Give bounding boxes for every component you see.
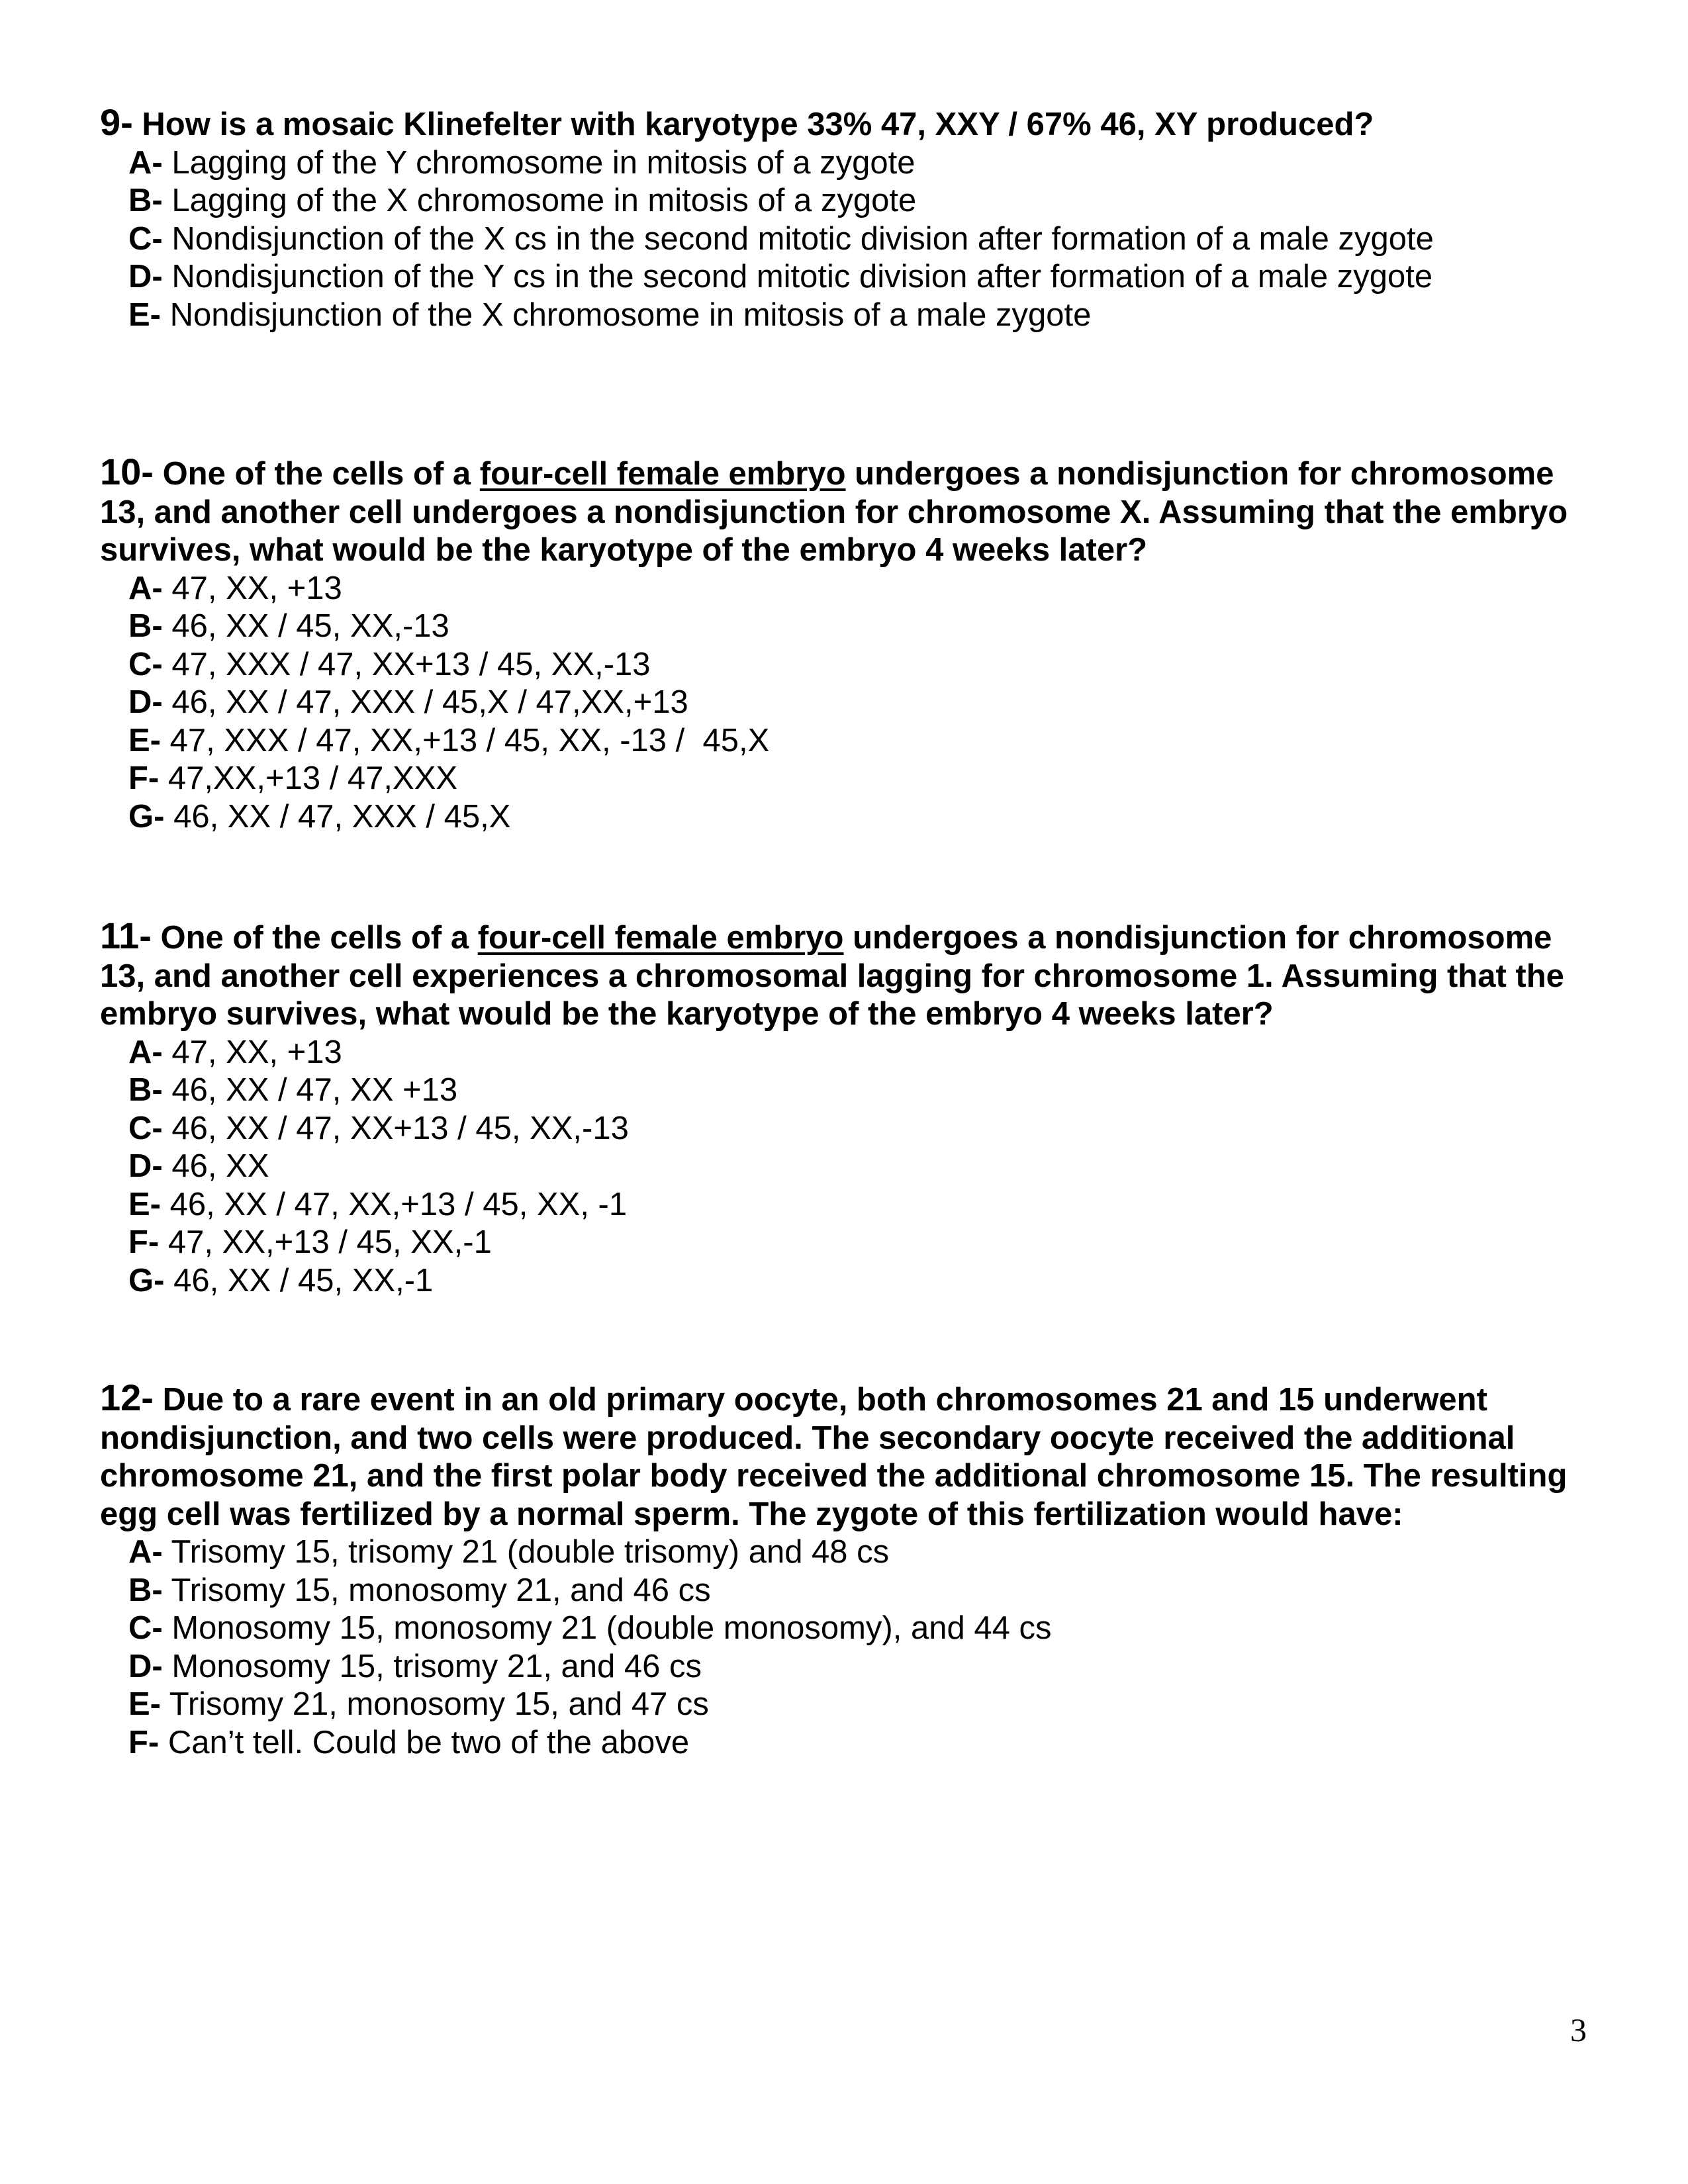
question-10 <box>100 453 1596 836</box>
text: 46, XX / 45, XX,-1 <box>173 1262 434 1298</box>
option-a <box>128 570 1596 608</box>
text: One of the cells of a <box>160 920 478 956</box>
option-letter: A- <box>128 144 163 181</box>
text: Lagging of the Y chromosome in mitosis of a zygote <box>171 144 915 181</box>
option-f <box>128 1224 1596 1262</box>
text: Can’t tell. Could be two of the above <box>167 1724 690 1760</box>
question-number: 10- <box>100 451 154 492</box>
text: Nondisjunction of the X cs in the second mitotic division after formation of a male zygote <box>171 220 1434 257</box>
option-e <box>128 1686 1596 1724</box>
option-letter: E- <box>128 1686 161 1722</box>
option-c <box>128 220 1596 259</box>
text: Monosomy 15, trisomy 21, and 46 cs <box>171 1648 702 1684</box>
option-letter: C- <box>128 1110 163 1146</box>
option-c <box>128 646 1596 684</box>
option-d <box>128 1648 1596 1686</box>
option-f <box>128 1724 1596 1762</box>
question-number: 11- <box>100 915 152 956</box>
option-e <box>128 296 1596 335</box>
option-letter: E- <box>128 296 161 333</box>
option-letter: F- <box>128 760 160 796</box>
text: One of the cells of a <box>162 456 480 492</box>
text: How is a mosaic Klinefelter with karyotype 33% 47, XXY / 67% 46, XY produced? <box>142 107 1374 142</box>
page-number: 3 <box>1570 2011 1587 2048</box>
option-letter: B- <box>128 1072 163 1108</box>
option-f <box>128 760 1596 798</box>
question-number: 9- <box>100 101 133 143</box>
question-text <box>100 103 1596 144</box>
option-letter: C- <box>128 220 163 257</box>
text: 47, XXX / 47, XX+13 / 45, XX,-13 <box>171 646 651 682</box>
text: 47,XX,+13 / 47,XXX <box>167 760 458 796</box>
option-letter: G- <box>128 798 165 835</box>
option-letter: B- <box>128 183 163 218</box>
option-d <box>128 684 1596 722</box>
text: 46, XX <box>171 1148 269 1184</box>
option-e <box>128 1186 1596 1224</box>
text: 47, XX,+13 / 45, XX,-1 <box>167 1224 492 1260</box>
option-c <box>128 1110 1596 1148</box>
text: Trisomy 15, trisomy 21 (double trisomy) and 48 cs <box>171 1534 890 1570</box>
option-letter: A- <box>128 1034 163 1070</box>
option-b <box>128 1572 1596 1610</box>
underlined-phrase: four-cell female embryo <box>479 456 846 492</box>
option-letter: G- <box>128 1262 165 1298</box>
text: Monosomy 15, monosomy 21 (double monosomy), and 44 cs <box>171 1610 1052 1646</box>
text: Trisomy 15, monosomy 21, and 46 cs <box>171 1572 711 1608</box>
question-text <box>100 453 1596 570</box>
underlined-phrase: four-cell female embryo <box>477 920 844 956</box>
text: 46, XX / 47, XXX / 45,X <box>173 798 511 835</box>
option-letter: D- <box>128 684 163 720</box>
option-b <box>128 182 1596 220</box>
option-letter: B- <box>128 608 163 644</box>
text: 47, XX, +13 <box>171 570 342 606</box>
option-letter: E- <box>128 1186 161 1222</box>
option-letter: A- <box>128 570 163 606</box>
option-letter: C- <box>128 1610 163 1646</box>
text: 47, XX, +13 <box>171 1034 342 1070</box>
text: 46, XX / 47, XX+13 / 45, XX,-13 <box>171 1110 629 1146</box>
text: Trisomy 21, monosomy 15, and 47 cs <box>169 1686 709 1722</box>
option-g <box>128 1262 1596 1300</box>
option-letter: A- <box>128 1534 163 1570</box>
option-letter: D- <box>128 1648 163 1684</box>
question-text <box>100 917 1596 1034</box>
option-letter: D- <box>128 259 163 295</box>
text: undergoes a nondisjunction for chromosome 13, and another cell undergoes a nondisjunction for chromosome X. Assuming that the embryo survives, what would be the karyotype of the embryo 4 weeks later? <box>100 456 1568 568</box>
option-letter: F- <box>128 1724 160 1760</box>
text: Lagging of the X chromosome in mitosis of a zygote <box>171 183 917 218</box>
option-letter: C- <box>128 646 163 682</box>
text: Nondisjunction of the Y cs in the second mitotic division after formation of a male zygote <box>171 259 1433 295</box>
question-9 <box>100 103 1596 334</box>
question-12 <box>100 1379 1596 1762</box>
text: 46, XX / 47, XXX / 45,X / 47,XX,+13 <box>171 684 688 720</box>
option-a <box>128 1034 1596 1072</box>
option-e <box>128 722 1596 760</box>
text: undergoes a nondisjunction for chromosome 13, and another cell experiences a chromosomal lagging for chromosome 1. Assuming that the embryo survives, what would be the karyotype of the embryo 4 weeks later? <box>100 920 1564 1032</box>
text: 47, XXX / 47, XX,+13 / 45, XX, -13 / 45,X <box>169 722 770 758</box>
option-a <box>128 1533 1596 1572</box>
option-letter: E- <box>128 722 161 758</box>
text: Due to a rare event in an old primary oocyte, both chromosomes 21 and 15 underwent nondisjunction, and two cells were produced. The secondary oocyte received the additional chromosome 21, and the first polar body received the additional chromosome 15. The resulting egg cell was fertilized by a normal sperm. The zygote of this fertilization would have: <box>100 1382 1568 1532</box>
option-b <box>128 1071 1596 1110</box>
option-letter: F- <box>128 1224 160 1260</box>
option-letter: D- <box>128 1148 163 1184</box>
option-d <box>128 258 1596 296</box>
option-letter: B- <box>128 1572 163 1608</box>
text: 46, XX / 47, XX,+13 / 45, XX, -1 <box>169 1186 628 1222</box>
question-text <box>100 1379 1596 1533</box>
option-g <box>128 798 1596 837</box>
text: 46, XX / 45, XX,-13 <box>171 608 449 644</box>
option-d <box>128 1148 1596 1186</box>
question-11 <box>100 917 1596 1300</box>
option-c <box>128 1610 1596 1648</box>
option-a <box>128 144 1596 183</box>
text: 46, XX / 47, XX +13 <box>171 1072 458 1108</box>
option-b <box>128 608 1596 646</box>
question-number: 12- <box>100 1377 154 1418</box>
text: Nondisjunction of the X chromosome in mitosis of a male zygote <box>169 296 1092 333</box>
